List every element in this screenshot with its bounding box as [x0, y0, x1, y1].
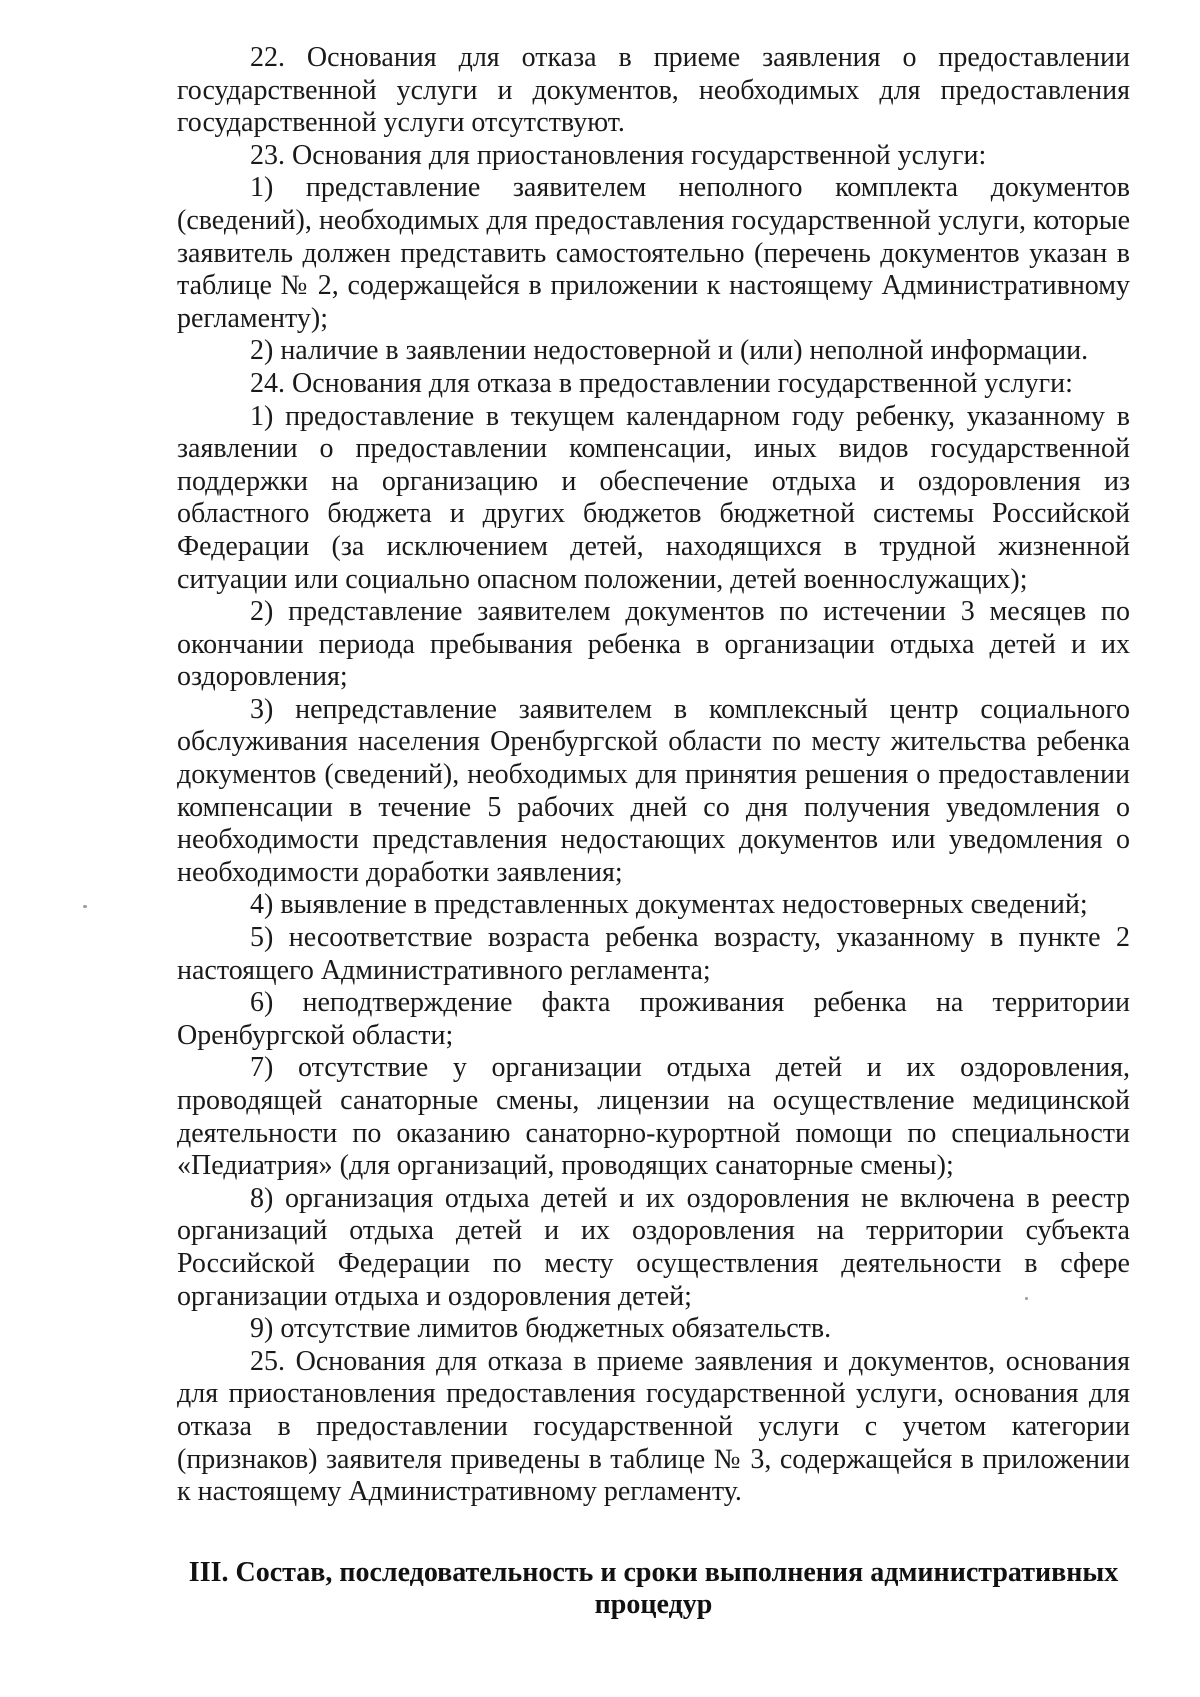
section-heading: III. Состав, последовательность и сроки выполнения административных процедур: [188, 1557, 1119, 1620]
paragraph-24-item-5: 5) несоответствие возраста ребенка возрасту, указанному в пункте 2 настоящего Административного регламента;: [177, 922, 1130, 986]
paragraph-23: 23. Основания для приостановления государственной услуги:: [250, 139, 987, 171]
paragraph-24-item-1: 1) предоставление в текущем календарном году ребенку, указанному в заявлении о предоставлении компенсации, иных видов государственной поддержки на организацию и обеспечение отдыха и оздоровления из областного бюджета и других бюджетов бюджетной системы Российской Федерации (за исключением детей, находящихся в трудной жизненной ситуации или социально опасном положении, детей военнослужащих);: [177, 400, 1130, 595]
paragraph-24-item-6: 6) неподтверждение факта проживания ребенка на территории Оренбургской области;: [177, 987, 1130, 1051]
paragraph-24-item-9: 9) отсутствие лимитов бюджетных обязательств.: [250, 1313, 832, 1345]
paragraph-23-item-1: 1) представление заявителем неполного комплекта документов (сведений), необходимых для предоставления государственной услуги, которые заявитель должен представить самостоятельно (перечень документов указан в таблице № 2, содержащейся в приложении к настоящему Административному регламенту);: [177, 172, 1130, 334]
paragraph-23-item-2: 2) наличие в заявлении недостоверной и (или) неполной информации.: [250, 335, 1089, 367]
paragraph-24: 24. Основания для отказа в предоставлении государственной услуги:: [250, 367, 1073, 399]
paragraph-24-item-3: 3) непредставление заявителем в комплексный центр социального обслуживания населения Оренбургской области по месту жительства ребенка документов (сведений), необходимых для принятия решения о предоставлении компенсации в течение 5 рабочих дней со дня получения уведомления о необходимости представления недостающих документов или уведомления о необходимости доработки заявления;: [177, 693, 1130, 888]
document-body: [177, 42, 1130, 1509]
paragraph-24-item-7: 7) отсутствие у организации отдыха детей и их оздоровления, проводящей санаторные смены, лицензии на осуществление медицинской деятельности по оказанию санаторно-курортной помощи по специальности «Педиатрия» (для организаций, проводящих санаторные смены);: [177, 1052, 1130, 1182]
paragraph-24-item-4: 4) выявление в представленных документах недостоверных сведений;: [250, 889, 1088, 921]
paragraph-24-item-8: 8) организация отдыха детей и их оздоровления не включена в реестр организаций отдыха детей и их оздоровления на территории субъекта Российской Федерации по месту осуществления деятельности в сфере организации отдыха и оздоровления детей;: [177, 1182, 1130, 1312]
paragraph-24-item-2: 2) представление заявителем документов по истечении 3 месяцев по окончании периода пребывания ребенка в организации отдыха детей и их оздоровления;: [177, 596, 1130, 693]
paragraph-25: 25. Основания для отказа в приеме заявления и документов, основания для приостановления предоставления государственной услуги, основания для отказа в предоставлении государственной услуги с учетом категории (признаков) заявителя приведены в таблице № 3, содержащейся в приложении к настоящему Административному регламенту.: [177, 1345, 1130, 1508]
scan-speck: [1025, 1297, 1028, 1300]
paragraph-22: 22. Основания для отказа в приеме заявления о предоставлении государственной услуги и документов, необходимых для предоставления государственной услуги отсутствуют.: [177, 42, 1130, 139]
scan-speck: [83, 905, 87, 908]
